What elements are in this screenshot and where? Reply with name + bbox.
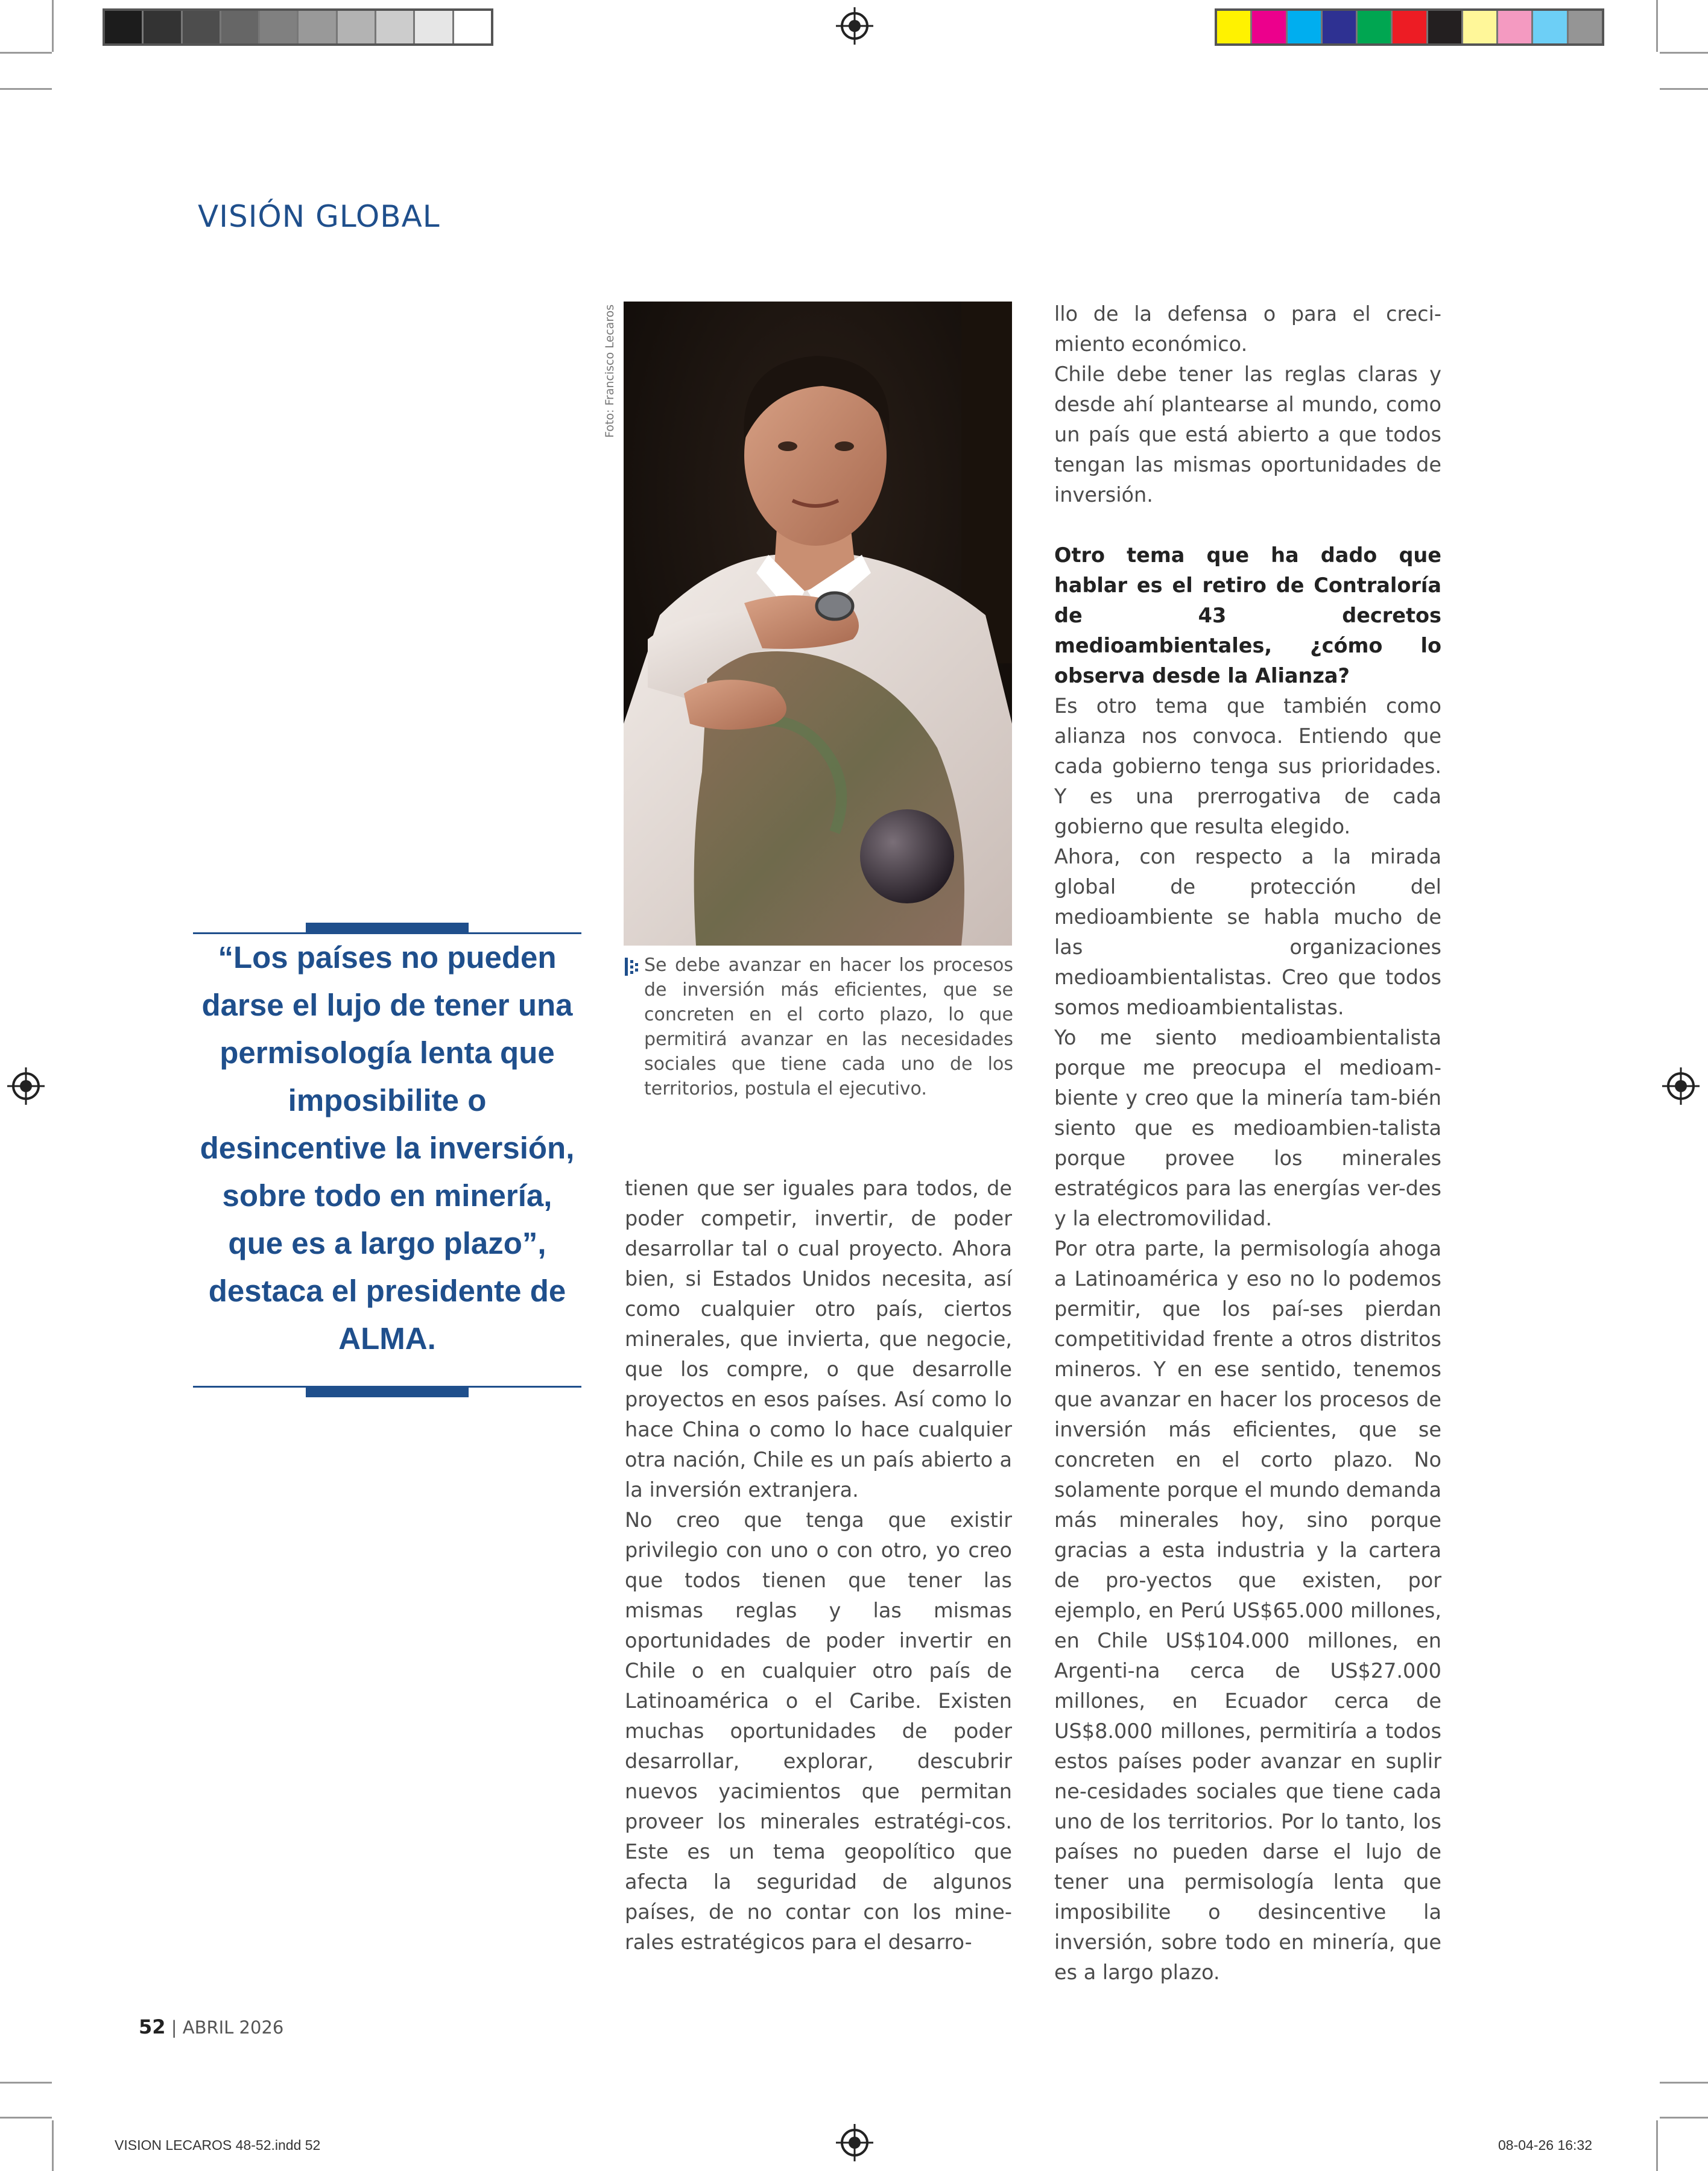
color-swatch [1463,11,1498,43]
body-paragraph: Por otra parte, la permisología ahoga a Latinoamérica y eso no lo podemos permitir, que los paí-ses pierdan competitividad frente a otros distritos mineros. Y en ese sentido, tenemos que avanzar en hacer los procesos de inversión más eficientes, que se concreten en el corto plazo. No solamente porque el mundo demanda más minerales hoy, sino porque gracias a esta industria y la cartera de pro-yectos que existen, por ejemplo, en Perú US$65.000 millones, en Chile US$104.000 millones, en Argenti-na cerca de US$27.000 millones, en Ecuador cerca de US$8.000 millones, permitiría a todos estos países poder avanzar en suplir ne-cesidades sociales que tiene cada uno de los territorios. Por lo tanto, los países no pueden darse el lujo de tener una permisología lenta que imposibilite o desincentive la inversión, sobre todo en minería, que es a largo plazo. [1054,1237,1441,1984]
body-paragraph: Yo me siento medioambientalista porque me preocupa el medioam-biente y creo que la minería tam-bién siento que es medioambien-talista porque provee los minerales estratégicos para las energías ver-des y la electromovilidad. [1054,1026,1441,1230]
body-column-middle [625,1174,1012,1958]
interview-question: Otro tema que ha dado que hablar es el retiro de Contraloría de 43 decretos medioambientales, ¿cómo lo observa desde la Alianza? [1054,543,1441,687]
caption-marker-icon [625,958,639,976]
body-paragraph: No creo que tenga que existir privilegio con uno o con otro, yo creo que todos tienen que tener las mismas reglas y las mismas oportunidades de poder invertir en Chile o en cualquier otro país de Latinoamérica o el Caribe. Existen muchas oportunidades de poder desarrollar, explorar, descubrir nuevos yacimientos que permitan proveer los minerales estratégi-cos. Este es un tema geopolítico que afecta la seguridad de algunos países, de no contar con los mine-rales estratégicos para el desarro- [625,1508,1012,1954]
issue-date: ABRIL 2026 [182,2017,284,2038]
portrait-photo [624,302,1012,946]
color-swatch [144,11,182,43]
registration-target-icon [12,1072,40,1100]
color-swatch [1217,11,1252,43]
crop-mark [0,88,52,90]
body-paragraph: llo de la defensa o para el creci-miento económico. [1054,302,1441,356]
section-title: VISIÓN GLOBAL [198,199,440,234]
crop-mark [0,2082,52,2084]
color-swatch [454,11,491,43]
color-swatch [1288,11,1323,43]
crop-mark [52,2120,54,2171]
crop-mark [1660,88,1708,90]
body-paragraph: tienen que ser iguales para todos, de poder competir, invertir, de poder desarrollar tal o cual proyecto. Ahora bien, si Estados Unidos necesita, así como cualquier otro país, ciertos minerales, que invierta, que negocie, que los compre, o que desarrolle proyectos en esos países. Así como lo hace China o como lo hace cualquier otra nación, Chile es un país abierto a la inversión extranjera. [625,1177,1012,1502]
color-swatch [1323,11,1358,43]
color-swatch [183,11,221,43]
color-swatch [376,11,415,43]
slug-filename: VISION LECAROS 48-52.indd 52 [115,2137,321,2153]
color-swatch [105,11,144,43]
color-swatch [1533,11,1568,43]
color-swatch [338,11,376,43]
color-swatch [299,11,337,43]
registration-target-icon [1667,1072,1695,1100]
color-swatch [260,11,299,43]
color-swatch [1569,11,1602,43]
crop-mark [1660,2082,1708,2084]
page-number: 52 [139,2015,166,2038]
body-column-right [1054,299,1441,1988]
color-swatch [1498,11,1533,43]
crop-mark [0,52,52,54]
pullquote-top-bar [306,923,469,932]
crop-mark [1656,0,1658,52]
body-paragraph: Es otro tema que también como alianza nos convoca. Entiendo que cada gobierno tenga sus prioridades. Y es una prerrogativa de cada gobierno que resulta elegido. [1054,694,1441,838]
color-swatch [1428,11,1463,43]
registration-target-icon [841,2129,868,2157]
photo-caption: Se debe avanzar en hacer los procesos de inversión más eficientes, que se concreten en el corto plazo, lo que permitirá avanzar en las necesidades sociales que tiene cada uno de los territorios, postula el ejecutivo. [644,955,1013,1099]
registration-target-icon [841,12,868,40]
crop-mark [1656,2120,1658,2171]
crop-mark [0,2117,52,2119]
color-swatch [1252,11,1287,43]
grayscale-registration-strip [103,8,493,46]
photo-credit: Foto: Francisco Lecaros [603,304,616,438]
color-swatch [415,11,454,43]
crop-mark [52,0,54,52]
folio: 52 | ABRIL 2026 [139,2015,284,2038]
crop-mark [1660,52,1708,54]
pullquote-bottom-bar [306,1388,469,1397]
pullquote: “Los países no pueden darse el lujo de tener una permisología lenta que imposibilite o desincentive la inversión, sobre todo en minería, que es a largo plazo”, destaca el presidente de ALMA. [200,940,575,1356]
color-swatch [221,11,260,43]
color-registration-strip [1215,8,1604,46]
crop-mark [1660,2117,1708,2119]
body-paragraph: Ahora, con respecto a la mirada global de protección del medioambiente se habla mucho de las organizaciones medioambientalistas. Creo que todos somos medioambientalistas. [1054,845,1441,1019]
body-paragraph: Chile debe tener las reglas claras y desde ahí plantearse al mundo, como un país que está abierto a que todos tengan las mismas oportunidades de inversión. [1054,362,1441,507]
color-swatch [1393,11,1428,43]
color-swatch [1358,11,1393,43]
slug-timestamp: 08-04-26 16:32 [1498,2137,1593,2153]
